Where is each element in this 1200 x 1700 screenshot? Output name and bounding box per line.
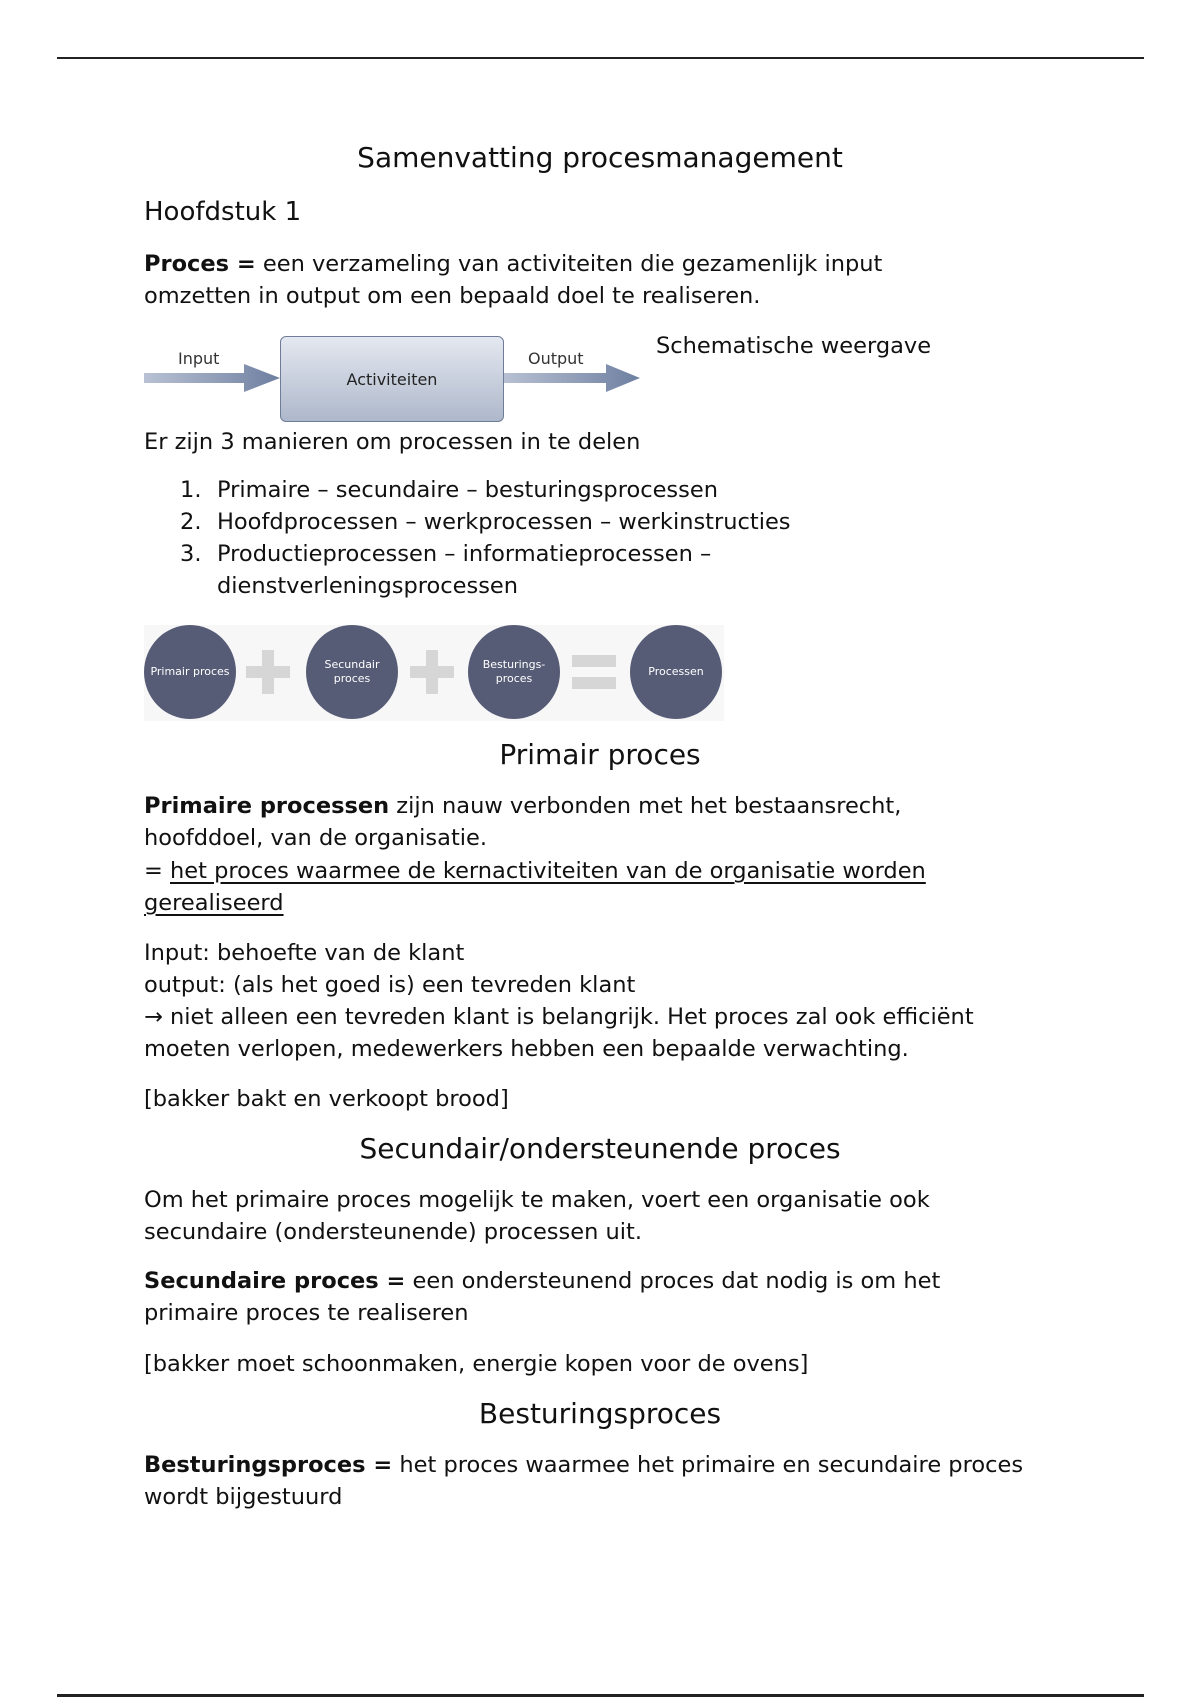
chapter-heading: Hoofdstuk 1	[144, 197, 302, 227]
output-label: Output	[528, 349, 584, 368]
proces-term: Proces =	[144, 251, 256, 277]
list-item: 2. Hoofdprocessen – werkprocessen – werkinstructies	[180, 509, 791, 535]
list-item: 1. Primaire – secundaire – besturingsprocessen	[180, 477, 718, 503]
plus-icon	[410, 650, 454, 694]
ways-list	[144, 474, 794, 602]
arrow-line: → niet alleen een tevreden klant is belangrijk. Het proces zal ook efficiënt moeten verlopen, medewerkers hebben een bepaalde verwachting.	[144, 1004, 974, 1062]
list-item: 3. Productieprocessen – informatieprocessen – dienstverleningsprocessen	[180, 541, 712, 599]
input-output-diagram	[144, 333, 644, 423]
plus-icon	[246, 650, 290, 694]
primair-term: Primaire processen	[144, 793, 390, 819]
primair-text: zijn nauw verbonden met het bestaansrecht, hoofddoel, van de organisatie.	[144, 793, 902, 851]
primair-underlined: het proces waarmee de kernactiviteiten van de organisatie worden gerealiseerd	[144, 858, 926, 916]
output-arrow	[502, 364, 640, 392]
besturing-term: Besturingsproces =	[144, 1452, 393, 1478]
top-rule	[57, 57, 1144, 59]
document-title: Samenvatting procesmanagement	[357, 141, 843, 174]
input-line: Input: behoefte van de klant	[144, 940, 465, 966]
proces-text: een verzameling van activiteiten die gezamenlijk input omzetten in output om een bepaald doel te realiseren.	[144, 251, 883, 309]
besturing-definition	[144, 1449, 1024, 1513]
circle-processen: Processen	[630, 625, 722, 719]
primair-example: [bakker bakt en verkoopt brood]	[144, 1086, 509, 1112]
circle-primair: Primair proces	[144, 625, 236, 719]
diagram-caption: Schematische weergave	[656, 333, 932, 359]
heading-primair: Primair proces	[499, 738, 701, 771]
secundair-example: [bakker moet schoonmaken, energie kopen voor de ovens]	[144, 1351, 809, 1377]
heading-besturing: Besturingsproces	[478, 1397, 722, 1430]
equals-icon	[572, 653, 616, 691]
secundair-definition	[144, 1265, 1024, 1329]
secundair-text: een ondersteunend proces dat nodig is om het primaire proces te realiseren	[144, 1268, 941, 1326]
circle-secundair: Secundair proces	[306, 625, 398, 719]
secundair-intro: Om het primaire proces mogelijk te maken, voert een organisatie ook secundaire (ondersteunende) processen uit.	[144, 1187, 930, 1245]
proces-definition	[144, 248, 934, 312]
besturing-text: het proces waarmee het primaire en secundaire proces wordt bijgestuurd	[144, 1452, 1024, 1510]
primair-equation: = het proces waarmee de kernactiviteiten van de organisatie worden gerealiseerd	[144, 858, 926, 916]
ways-intro: Er zijn 3 manieren om processen in te delen	[144, 429, 641, 455]
primair-definition	[144, 790, 984, 854]
secundair-term: Secundaire proces =	[144, 1268, 406, 1294]
input-label: Input	[178, 349, 220, 368]
process-circles-diagram	[144, 625, 724, 721]
input-arrow	[144, 364, 280, 392]
circle-besturing: Besturings-proces	[468, 625, 560, 719]
output-line: output: (als het goed is) een tevreden klant	[144, 972, 636, 998]
bottom-rule	[57, 1694, 1144, 1697]
heading-secundair: Secundair/ondersteunende proces	[359, 1132, 841, 1165]
activities-box: Activiteiten	[280, 336, 504, 422]
